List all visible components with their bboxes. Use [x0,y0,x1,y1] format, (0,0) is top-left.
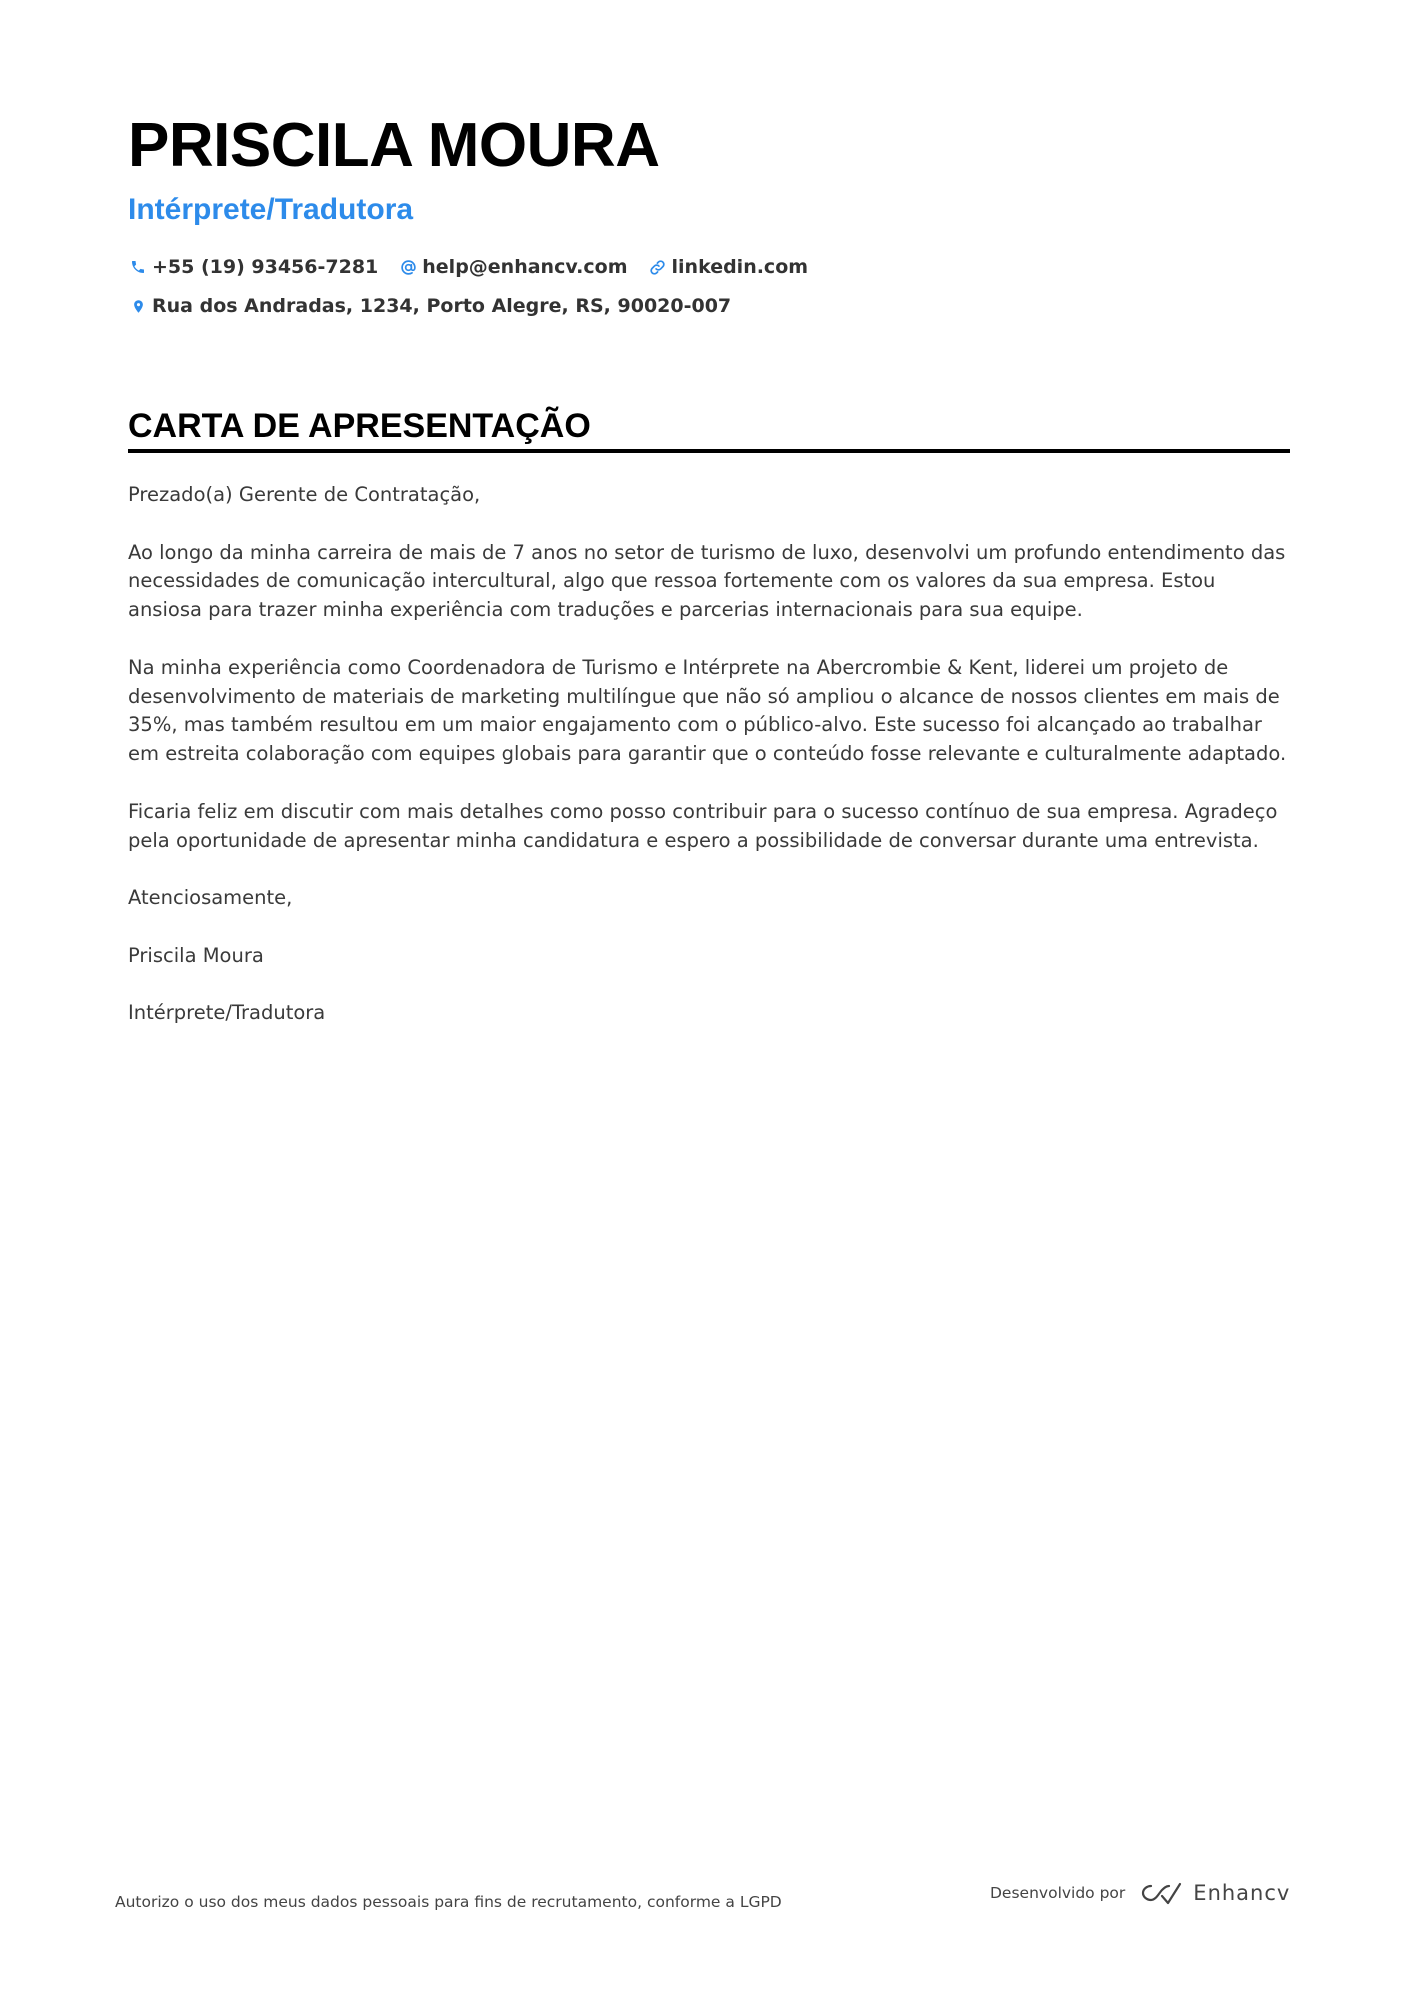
at-icon [398,257,418,277]
address-row [128,291,751,321]
section-title: CARTA DE APRESENTAÇÃO [128,407,591,445]
email-text: help@enhancv.com [422,256,628,278]
contact-email [398,256,627,278]
contact-row [128,252,828,282]
link-icon [648,257,668,277]
contact-phone [128,256,378,278]
signature-name: Priscila Moura [128,943,264,967]
brand-name: Enhancv [1193,1881,1291,1905]
built-with-label: Desenvolvido por [990,1884,1126,1902]
address-text: Rua dos Andradas, 1234, Porto Alegre, RS, 90020-007 [152,295,732,317]
letter-body [128,481,1290,1057]
map-pin-icon [128,296,148,316]
phone-text: +55 (19) 93456-7281 [152,256,379,278]
signature-title: Intérprete/Tradutora [128,1001,326,1025]
section-divider [128,449,1290,453]
letter-paragraph: Ao longo da minha carreira de mais de 7 anos no setor de turismo de luxo, desenvolvi um profundo entendimento das necessidades de comunicação intercultural, algo que ressoa fortemente com os valores da sua empresa. Estou ansiosa para trazer minha experiência com traduções e parcerias internacionais para sua equipe. [128,540,1286,622]
letter-closing: Atenciosamente, [128,886,293,910]
letter-paragraph: Na minha experiência como Coordenadora de Turismo e Intérprete na Abercrombie & Kent, liderei um projeto de desenvolvimento de materiais de marketing multilíngue que não só ampliou o alcance de nossos clientes em mais de 35%, mas também resultou em um maior engajamento com o público-alvo. Este sucesso foi alcançado ao trabalhar em estreita colaboração com equipes globais para garantir que o conteúdo fosse relevante e culturalmente adaptado. [128,655,1287,766]
link-text: linkedin.com [671,256,809,278]
footer-consent: Autorizo o uso dos meus dados pessoais para fins de recrutamento, conforme a LGPD [115,1893,782,1911]
contact-link [648,256,809,278]
candidate-name: PRISCILA MOURA [128,111,660,180]
phone-icon [128,257,148,277]
contact-address [128,295,731,317]
enhancv-logo-icon [1137,1880,1185,1906]
candidate-title: Intérprete/Tradutora [128,193,414,226]
footer-branding [990,1880,1290,1906]
letter-greeting: Prezado(a) Gerente de Contratação, [128,483,481,506]
letter-paragraph: Ficaria feliz em discutir com mais detalhes como posso contribuir para o sucesso contínuo de sua empresa. Agradeço pela oportunidade de apresentar minha candidatura e espero a possibilidade de conversar durante uma entrevista. [128,799,1278,852]
